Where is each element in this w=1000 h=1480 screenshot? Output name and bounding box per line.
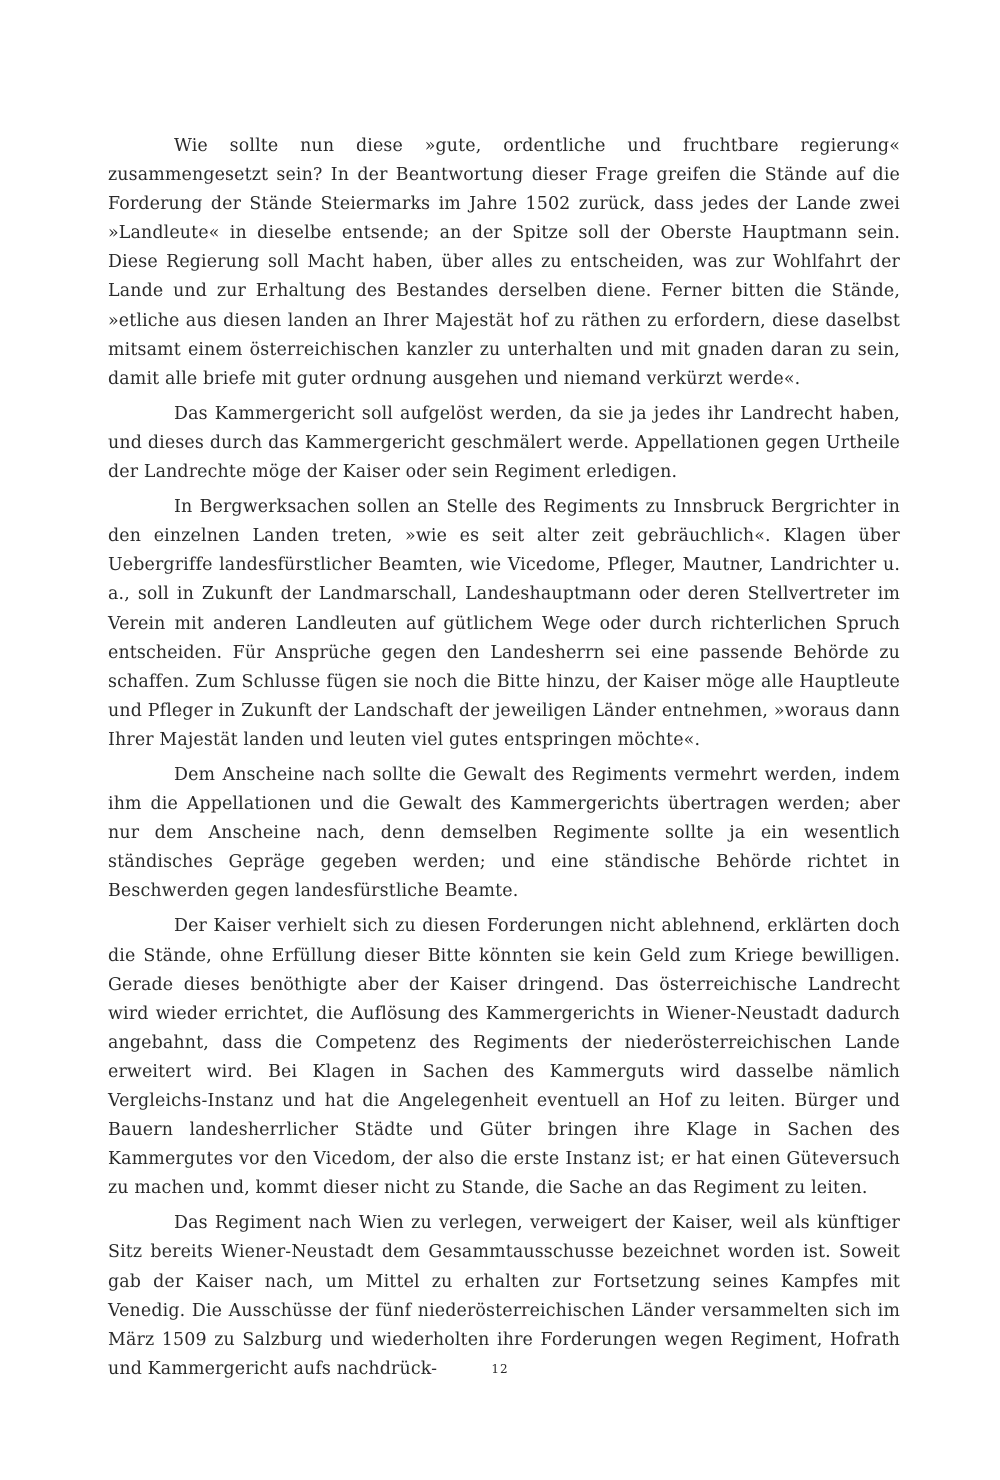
text-body (108, 132, 900, 1390)
paragraph-3: In Bergwerksachen sollen an Stelle des Regiments zu Innsbruck Bergrichter in den einzelnen Landen treten, »wie es seit alter zeit gebräuchlich«. Klagen über Uebergriffe landesfürstlicher Beamten, wie Vicedome, Pfleger, Mautner, Landrichter u. a., soll in Zukunft der Landmarschall, Landeshauptmann oder deren Stellvertreter im Verein mit anderen Landleuten auf gütlichem Wege oder durch richterlichen Spruch entscheiden. Für Ansprüche gegen den Landesherrn sei eine passende Behörde zu schaffen. Zum Schlusse fügen sie noch die Bitte hinzu, der Kaiser möge alle Hauptleute und Pfleger in Zukunft der Landschaft der jeweiligen Länder entnehmen, »woraus dann Ihrer Majestät landen und leuten viel gutes entspringen möchte«. (108, 497, 900, 750)
page-number: 12 (491, 1362, 509, 1376)
paragraph-1: Wie sollte nun diese »gute, ordentliche und fruchtbare regierung« zusammengesetzt sein? In der Beantwortung dieser Frage greifen die Stände auf die Forderung der Stände Steiermarks im Jahre 1502 zurück, dass jedes der Lande zwei »Landleute« in dieselbe entsende; an der Spitze soll der Oberste Hauptmann sein. Diese Regierung soll Macht haben, über alles zu entscheiden, was zur Wohlfahrt der Lande und zur Erhaltung des Bestandes derselben diene. Ferner bitten die Stände, »etliche aus diesen landen an Ihrer Majestät hof zu räthen zu erfordern, diese daselbst mitsamt einem österreichischen kanzler zu unterhalten und mit gnaden daran zu sein, damit alle briefe mit guter ordnung ausgehen und niemand verkürzt werde«. (108, 136, 900, 389)
paragraph-2: Das Kammergericht soll aufgelöst werden, da sie ja jedes ihr Landrecht haben, und dieses durch das Kammergericht geschmälert werde. Appellationen gegen Urtheile der Landrechte möge der Kaiser oder sein Regiment erledigen. (108, 403, 900, 483)
paragraph-5: Der Kaiser verhielt sich zu diesen Forderungen nicht ablehnend, erklärten doch die Stände, ohne Erfüllung dieser Bitte könnten sie kein Geld zum Kriege bewilligen. Gerade dieses benöthigte aber der Kaiser dringend. Das österreichische Landrecht wird wieder errichtet, die Auflösung des Kammergerichts in Wiener-Neustadt dadurch angebahnt, dass die Competenz des Regiments der niederösterreichischen Lande erweitert wird. Bei Klagen in Sachen des Kammerguts wird dasselbe nämlich Vergleichs-Instanz und hat die Angelegenheit eventuell an Hof zu leiten. Bürger und Bauern landesherrlicher Städte und Güter bringen ihre Klage in Sachen des Kammergutes vor den Vicedom, der also die erste Instanz ist; er hat einen Güteversuch zu machen und, kommt dieser nicht zu Stande, die Sache an das Regiment zu leiten. (108, 916, 900, 1199)
paragraph-4: Dem Anscheine nach sollte die Gewalt des Regiments vermehrt werden, indem ihm die Appellationen und die Gewalt des Kammergerichts übertragen werden; aber nur dem Anscheine nach, denn demselben Regimente sollte ja ein wesentlich ständisches Gepräge gegeben werden; und eine ständische Behörde richtet in Beschwerden gegen landesfürstliche Beamte. (108, 764, 900, 902)
paragraph-6: Das Regiment nach Wien zu verlegen, verweigert der Kaiser, weil als künftiger Sitz bereits Wiener-Neustadt dem Gesammtausschusse bezeichnet worden ist. Soweit gab der Kaiser nach, um Mittel zu erhalten zur Fortsetzung seines Kampfes mit Venedig. Die Ausschüsse der fünf niederösterreichischen Länder versammelten sich im März 1509 zu Salzburg und wiederholten ihre Forderungen wegen Regiment, Hofrath und Kammergericht aufs nachdrück- (108, 1213, 900, 1379)
